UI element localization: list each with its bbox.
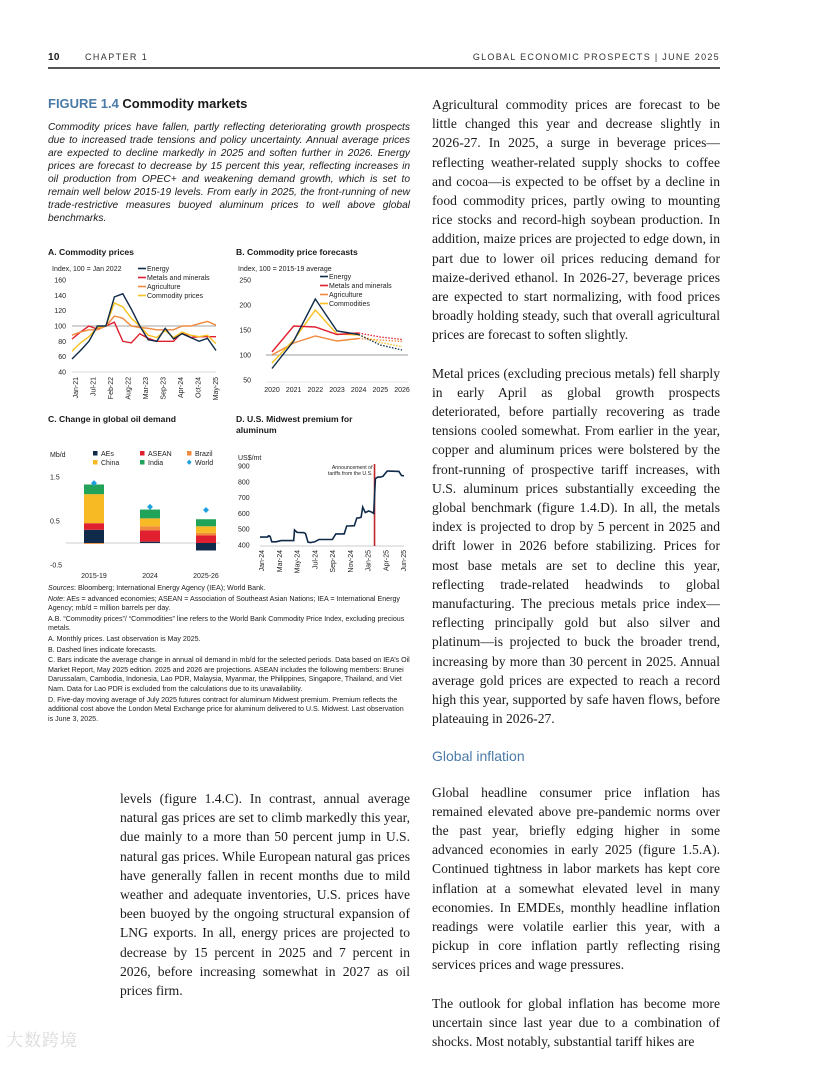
legend-label: China	[101, 460, 120, 467]
bar-segment-aes	[196, 543, 216, 550]
note-line	[48, 595, 410, 614]
y-axis-label: Index, 100 = 2015-19 average	[238, 266, 332, 273]
x-tick-label: 2026	[394, 387, 410, 394]
note-item: A. Monthly prices. Last observation is May 2025.	[48, 634, 201, 643]
right-column-body	[432, 95, 720, 1070]
y-tick-label: 600	[238, 510, 250, 518]
bar-segment-asean	[196, 536, 216, 543]
legend-label: Energy	[329, 274, 352, 281]
y-tick-label: -0.5	[50, 562, 63, 570]
note-item: C. Bars indicate the average change in annual oil demand in mb/d for the selected periods. Data based on IEA’s Oil Market Report, May 2025 edition. 2025 and 2026 are projections. ASEAN includes the following members: Brunei Darussalam, Cambodia, Indonesia, Lao PDR, Malaysia, Myanmar, the Philippines, Singapore, Thailand, and Viet Nam. Data for Lao PDR is excluded from the calculations due to its unavailability.	[48, 656, 410, 693]
figure-block	[48, 96, 410, 225]
y-tick-label: 120	[54, 308, 66, 316]
world-marker	[147, 504, 153, 510]
legend-label: India	[148, 460, 164, 467]
note-item: D. Five-day moving average of July 2025 futures contract for aluminum Midwest premium. Premium reflects the additional cost above the London Metal Exchange price for aluminum delivered to U.S. Midwest. Last observation is June 3, 2025.	[48, 695, 404, 723]
x-tick-label: Jun-25	[401, 550, 408, 572]
page-number: 10	[48, 52, 60, 63]
x-tick-label: 2025	[372, 387, 389, 394]
panel-c	[48, 414, 228, 585]
x-tick-label: 2015-19	[81, 573, 107, 580]
bar-segment-china	[140, 518, 160, 526]
bar-segment-india	[140, 510, 160, 519]
x-tick-label: Sep-24	[330, 550, 337, 573]
legend-label: AEs	[101, 451, 114, 458]
x-tick-label: Jan-25	[365, 550, 373, 572]
x-tick-label: Mar-24	[276, 550, 284, 573]
x-tick-label: Nov-24	[347, 550, 355, 573]
header-rule	[48, 67, 720, 69]
sources-text: : Bloomberg; International Energy Agency (IEA); World Bank.	[74, 584, 266, 592]
y-tick-label: 800	[238, 479, 250, 487]
legend-label: Brazil	[195, 451, 213, 458]
y-axis-label: US$/mt	[238, 455, 262, 462]
legend-swatch	[187, 460, 192, 465]
section-heading: Global inflation	[432, 747, 525, 764]
chart-aluminum-premium	[236, 436, 416, 586]
legend-label: ASEAN	[148, 451, 172, 458]
bar-segment-brazil	[140, 526, 160, 530]
panel-c-title: C. Change in global oil demand	[48, 414, 176, 424]
chapter-label: CHAPTER 1	[85, 52, 149, 62]
x-tick-label: Jan-21	[73, 377, 80, 399]
x-tick-label: 2020	[264, 387, 280, 394]
y-tick-label: 80	[58, 338, 66, 346]
x-tick-label: 2025-26	[193, 573, 219, 580]
x-tick-label: Oct-24	[195, 377, 203, 399]
legend-label: Agriculture	[147, 284, 181, 291]
bar-segment-aes	[140, 542, 160, 543]
y-tick-label: 150	[239, 327, 251, 335]
y-tick-label: 140	[54, 292, 66, 300]
x-tick-label: Apr-24	[178, 377, 185, 399]
annotation-text-line: Announcement of	[331, 465, 373, 471]
legend-label: Metals and minerals	[329, 283, 392, 290]
y-axis-label: Index, 100 = Jan 2022	[52, 266, 122, 273]
y-tick-label: 400	[238, 542, 250, 550]
body-paragraph: levels (figure 1.4.C). In contrast, annual average natural gas prices are set to climb markedly this year, due mainly to a more than 50 percent jump in U.S. natural gas prices. While European natural gas prices have generally fallen in recent months due to mild weather and adequate inventories, U.S. prices have been buoyed by the ongoing structural expansion of LNG exports. In all, energy prices are projected to decrease by 15 percent in 2025 and 7 percent in 2026, before increasing somewhat in 2027 as oil prices firm.	[120, 791, 410, 999]
y-tick-label: 40	[58, 369, 66, 377]
bar-segment-china	[196, 526, 216, 533]
legend-label: Agriculture	[329, 292, 363, 299]
panel-b	[236, 247, 416, 408]
legend-label: Commodity prices	[147, 293, 204, 300]
panel-b-title: B. Commodity price forecasts	[236, 247, 358, 257]
body-paragraph: The outlook for global inflation has become more uncertain since last year due to a combination of shocks. Most notably, substantial tariff hikes are	[432, 995, 720, 1049]
bar-segment-china	[84, 494, 104, 523]
legend-swatch	[187, 451, 192, 456]
legend-swatch	[140, 460, 145, 465]
y-tick-label: 1.5	[50, 474, 60, 482]
y-tick-label: 0.5	[50, 518, 60, 526]
legend-swatch	[93, 460, 98, 465]
left-column-body	[120, 789, 410, 1000]
watermark-logo: 大数跨境	[6, 1031, 78, 1051]
bar-segment-aes	[84, 530, 104, 543]
y-tick-label: 100	[239, 352, 251, 360]
legend-label: Energy	[147, 266, 170, 273]
bar-segment-brazil	[196, 533, 216, 536]
legend-label: Commodities	[329, 301, 370, 308]
note-item: B. Dashed lines indicate forecasts.	[48, 645, 157, 654]
bar-segment-asean	[84, 523, 104, 530]
x-tick-label: Jan-24	[259, 550, 266, 572]
y-tick-label: 160	[54, 277, 66, 285]
running-header	[48, 52, 720, 68]
publication-title: GLOBAL ECONOMIC PROSPECTS | JUNE 2025	[472, 52, 720, 62]
panel-d	[236, 414, 408, 586]
chart-commodity-prices	[48, 258, 228, 408]
x-tick-label: Jul-21	[90, 377, 98, 397]
figure-title-text: Commodity markets	[122, 96, 248, 111]
figure-notes	[48, 584, 410, 725]
sources-line	[48, 584, 410, 594]
body-paragraph: Agricultural commodity prices are forecast to be little changed this year and decrease slightly in 2026-27. In 2025, a surge in beverage prices—reflecting weather-related supply shocks to coffee and cocoa—is expected to be offset by a decline in food commodity prices, partly owing to mounting rice stocks and record-high soybean production. In addition, maize prices are projected to edge down, in part due to lower oil prices reducing demand for maize-derived ethanol. In 2026-27, beverage prices are expected to start normalizing, with food prices broadly holding steady, such that overall agricultural prices are forecast to soften slightly.	[432, 97, 720, 343]
y-tick-label: 900	[238, 463, 250, 471]
y-tick-label: 500	[238, 526, 250, 534]
legend-swatch	[93, 451, 98, 456]
bar-segment-india	[196, 519, 216, 526]
body-paragraph: Metal prices (excluding precious metals) fell sharply in early April as global growth prospects deteriorated, before partially recovering as trade tensions cooled somewhat. From earlier in the year, copper and aluminum prices were bolstered by the front-running of prospective tariff increases, with U.S. aluminum prices substantially exceeding the global benchmark (figure 1.4.D). In all, the metals index is projected to drop by 5 percent in 2025 and drift lower in 2026 before stabilizing. Prices for most base metals are set to decline this year, reflecting trade-related headwinds to global manufacturing. The precious metals price index—reflecting principally gold but also silver and platinum—is projected to buck the broader trend, increasing by more than 30 percent in 2025. Annual average gold prices are expected to reach a record high this year, supported by safe haven flows, before plateauing in 2026-27.	[432, 365, 720, 727]
x-tick-label: 2022	[307, 387, 324, 394]
x-tick-label: May-25	[213, 377, 220, 401]
bar-segment-brazil	[84, 543, 104, 544]
x-tick-label: Aug-22	[125, 377, 133, 400]
world-marker	[203, 507, 209, 513]
legend-label: Metals and minerals	[147, 275, 210, 282]
legend-swatch	[140, 451, 145, 456]
figure-number: FIGURE 1.4	[48, 96, 119, 111]
y-axis-label: Mb/d	[50, 452, 66, 459]
note-label: Note	[48, 594, 63, 603]
x-tick-label: May-24	[294, 550, 302, 574]
x-tick-label: 2024	[142, 573, 158, 580]
panel-d-title: D. U.S. Midwest premium for aluminum	[236, 414, 353, 435]
y-tick-label: 250	[239, 277, 251, 285]
x-tick-label: Feb-22	[108, 377, 115, 400]
figure-title	[48, 96, 410, 111]
x-tick-label: Sep-23	[160, 377, 168, 400]
note-item: A.B. “Commodity prices”/ “Commodities” line refers to the World Bank Commodity Price Index, excluding precious metals.	[48, 614, 405, 633]
panel-a-title: A. Commodity prices	[48, 247, 134, 257]
x-tick-label: Apr-25	[383, 550, 391, 572]
y-tick-label: 60	[58, 354, 66, 362]
x-tick-label: 2023	[329, 387, 345, 394]
annotation-text-line: tariffs from the U.S.	[327, 471, 373, 477]
bar-segment-asean	[140, 530, 160, 541]
body-paragraph: Global headline consumer price inflation has remained elevated above pre-pandemic norms over the past year, briefly edging higher in some advanced economies in early 2025 (figure 1.5.A). Continued tightness in labor markets has kept core inflation at a somewhat elevated level in many economies. In EMDEs, monthly headline inflation readings were volatile earlier this year, with a pickup in core inflation partly reflecting rising services prices and wage pressures.	[432, 784, 720, 973]
legend-label: World	[195, 460, 214, 467]
y-tick-label: 700	[238, 495, 250, 503]
note-text: : AEs = advanced economies; ASEAN = Association of Southeast Asian Nations; IEA = International Energy Agency; mb/d = million barrels per day.	[48, 594, 400, 613]
chart-commodity-price-forecasts	[236, 258, 416, 408]
panel-a	[48, 247, 228, 408]
sources-label: Sources	[48, 584, 75, 592]
y-tick-label: 50	[243, 377, 251, 385]
y-tick-label: 100	[54, 323, 66, 331]
chart-oil-demand-change	[48, 425, 228, 585]
y-tick-label: 200	[239, 302, 251, 310]
x-tick-label: 2021	[285, 387, 302, 394]
x-tick-label: Jul-24	[312, 550, 320, 570]
x-tick-label: 2024	[350, 387, 367, 394]
x-tick-label: Mar-23	[143, 377, 150, 400]
figure-description: Commodity prices have fallen, partly reflecting deteriorating growth prospects due to increased trade tensions and policy uncertainty. Annual average prices are expected to decline markedly in 2025 and soften further in 2026. Energy prices are forecast to decrease by 15 percent this year, reflecting increases in oil production from OPEC+ and weakening demand growth, which is set to remain well below 2015-19 levels. From early in 2025, the front-running of new trade-restrictive measures buoyed aluminum prices to well above global benchmarks.	[48, 122, 410, 224]
series-line-midwest-premium	[260, 471, 404, 542]
